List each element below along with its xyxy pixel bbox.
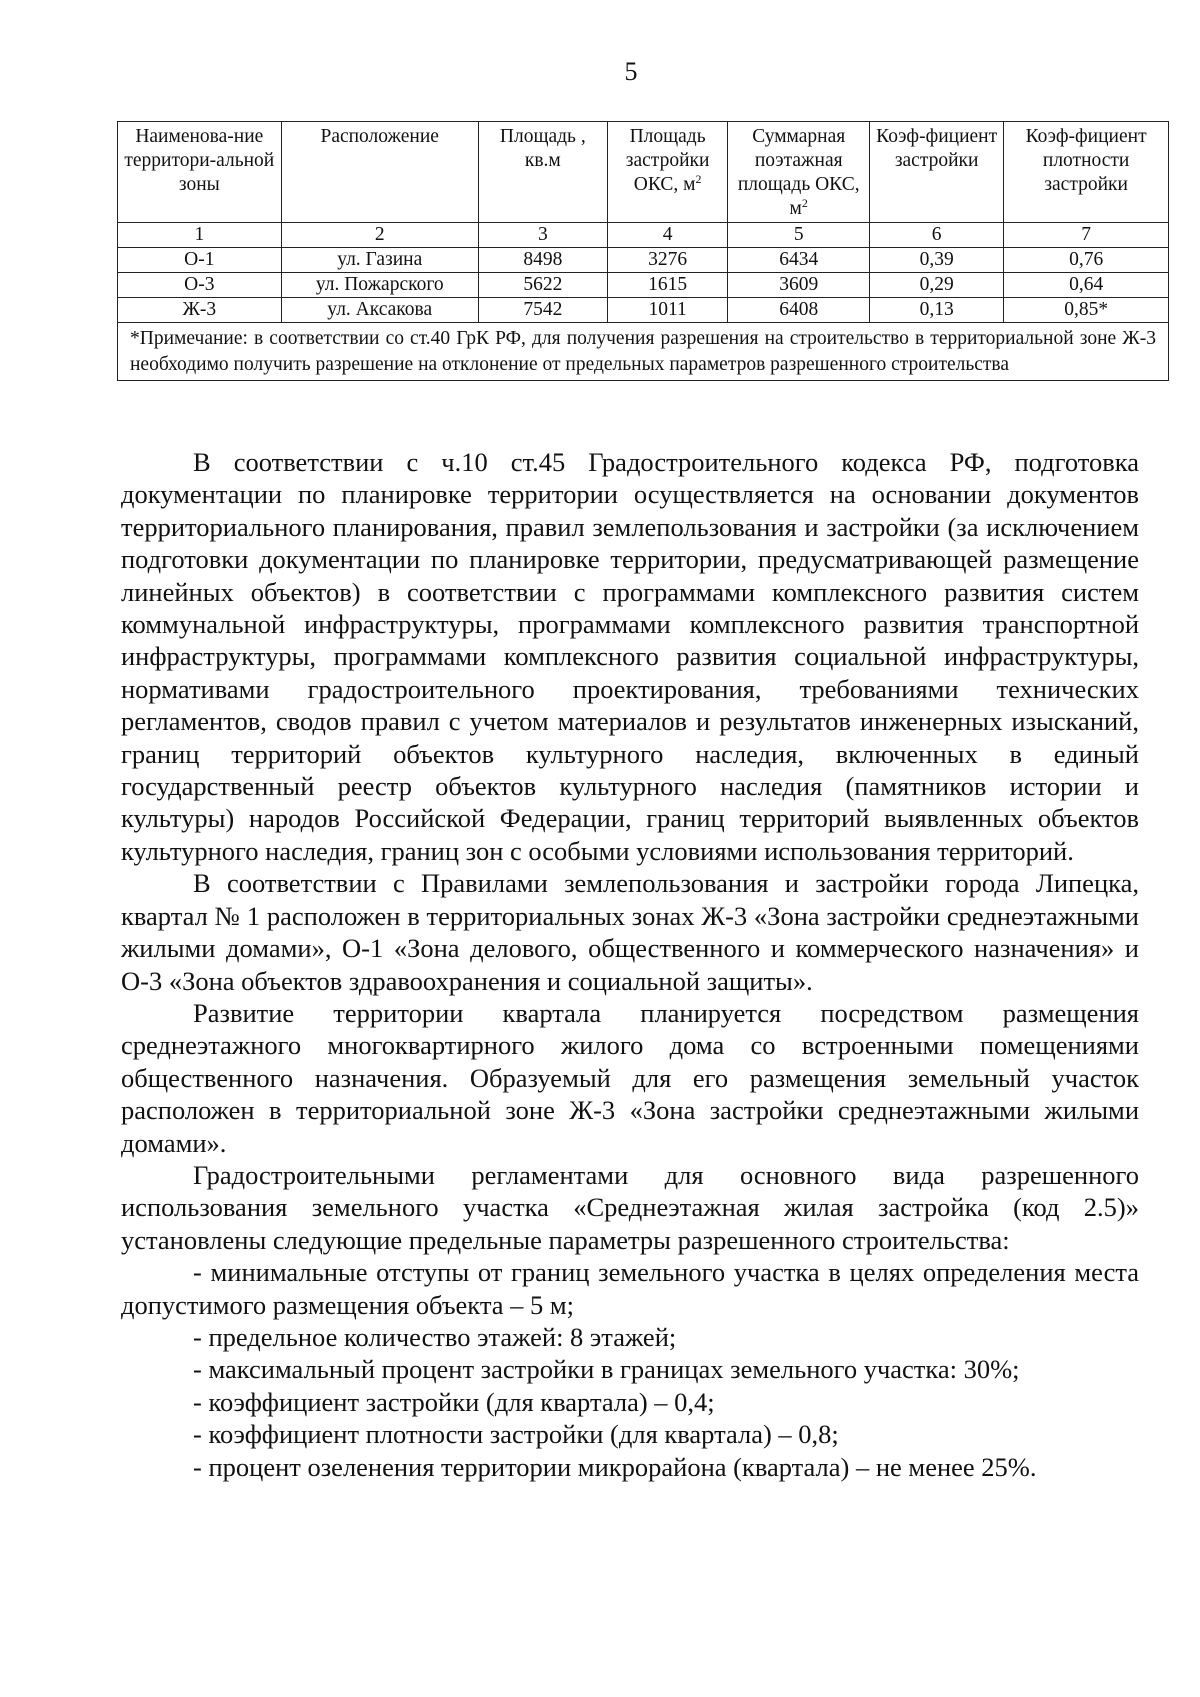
- table-note-row: [118, 323, 1169, 381]
- table-cell: 0,76: [1004, 248, 1169, 273]
- superscript: 2: [695, 172, 702, 186]
- table-cell: О-3: [118, 273, 282, 298]
- paragraph: Градостроительными регламентами для основного вида разрешенного использования земельного участка «Среднеэтажная жилая застройка (код 2.5)» установлены следующие предельные параметры разрешенного строительства:: [121, 1159, 1139, 1255]
- list-item: - предельное количество этажей: 8 этажей;: [193, 1321, 677, 1352]
- table-cell: 0,64: [1004, 273, 1169, 298]
- document-body: [121, 446, 1139, 1483]
- table-cell: Ж-3: [118, 298, 282, 323]
- table-cell: ул. Пожарского: [281, 273, 478, 298]
- header-total-floor-area-text: Суммарная поэтажная площадь ОКС, м: [737, 126, 860, 219]
- list-item: - процент озеленения территории микрорайона (квартала) – не менее 25%.: [193, 1451, 1037, 1482]
- list-item: - коэффициент застройки (для квартала) – 0,4;: [193, 1386, 715, 1417]
- table-header-row: [118, 122, 1169, 223]
- zone-parameters-table: [117, 121, 1169, 381]
- table-cell: ул. Аксакова: [281, 298, 478, 323]
- table-cell: 1615: [607, 273, 728, 298]
- col-number: 6: [870, 223, 1004, 248]
- table-cell: 6434: [728, 248, 870, 273]
- table-cell: 0,85*: [1004, 298, 1169, 323]
- superscript: 2: [801, 196, 808, 210]
- table-row: [118, 248, 1169, 273]
- table-row: [118, 273, 1169, 298]
- table-cell: 3609: [728, 273, 870, 298]
- table-row: [118, 298, 1169, 323]
- table-cell: 3276: [607, 248, 728, 273]
- col-number: 5: [728, 223, 870, 248]
- header-location: Расположение: [281, 122, 478, 223]
- table-cell: 6408: [728, 298, 870, 323]
- table-cell: 0,29: [870, 273, 1004, 298]
- paragraph: Развитие территории квартала планируется посредством размещения среднеэтажного многоквартирного жилого дома со встроенными помещениями общественного назначения. Образуемый для его размещения земельный участок расположен в территориальной зоне Ж-3 «Зона застройки среднеэтажными жилыми домами».: [121, 997, 1139, 1158]
- table-cell: 0,13: [870, 298, 1004, 323]
- table-cell: 5622: [478, 273, 607, 298]
- header-building-area: [607, 122, 728, 223]
- table-cell: 7542: [478, 298, 607, 323]
- col-number: 2: [281, 223, 478, 248]
- col-number: 3: [478, 223, 607, 248]
- page-number: 5: [624, 57, 638, 86]
- paragraph: В соответствии с ч.10 ст.45 Градостроительного кодекса РФ, подготовка документации по планировке территории осуществляется на основании документов территориального планирования, правил землепользования и застройки (за исключением подготовки документации по планировке территории, предусматривающей размещение линейных объектов) в соответствии с программами комплексного развития систем коммунальной инфраструктуры, программами комплексного развития транспортной инфраструктуры, программами комплексного развития социальной инфраструктуры, нормативами градостроительного проектирования, требованиями технических регламентов, сводов правил с учетом материалов и результатов инженерных изысканий, границ территорий объектов культурного наследия, включенных в единый государственный реестр объектов культурного наследия (памятников истории и культуры) народов Российской Федерации, границ территорий выявленных объектов культурного наследия, границ зон с особыми условиями использования территорий.: [121, 447, 1139, 866]
- header-density-coefficient: Коэф-фициент плотности застройки: [1004, 122, 1169, 223]
- header-total-floor-area: [728, 122, 870, 223]
- column-number-row: [118, 223, 1169, 248]
- col-number: 1: [118, 223, 282, 248]
- col-number: 4: [607, 223, 728, 248]
- header-building-coefficient: Коэф-фициент застройки: [870, 122, 1004, 223]
- col-number: 7: [1004, 223, 1169, 248]
- table-cell: 1011: [607, 298, 728, 323]
- header-zone-name: Наименова-ние территори-альной зоны: [118, 122, 282, 223]
- table-cell: О-1: [118, 248, 282, 273]
- list-item: - максимальный процент застройки в границах земельного участка: 30%;: [193, 1354, 1020, 1385]
- list-item: - минимальные отступы от границ земельного участка в целях определения места допустимого размещения объекта – 5 м;: [121, 1257, 1139, 1320]
- header-building-area-text: Площадь застройки ОКС, м: [625, 126, 710, 195]
- table-cell: ул. Газина: [281, 248, 478, 273]
- table-cell: 8498: [478, 248, 607, 273]
- table-cell: 0,39: [870, 248, 1004, 273]
- paragraph: В соответствии с Правилами землепользования и застройки города Липецка, квартал № 1 расположен в территориальных зонах Ж-3 «Зона застройки среднеэтажными жилыми домами», О-1 «Зона делового, общественного и коммерческого назначения» и О-3 «Зона объектов здравоохранения и социальной защиты».: [121, 868, 1139, 996]
- list-item: - коэффициент плотности застройки (для квартала) – 0,8;: [193, 1419, 839, 1450]
- header-area: Площадь , кв.м: [478, 122, 607, 223]
- table-note: *Примечание: в соответствии со ст.40 ГрК РФ, для получения разрешения на строительство в территориальной зоне Ж-3 необходимо получить разрешение на отклонение от предельных параметров разрешенного строительства: [118, 323, 1169, 381]
